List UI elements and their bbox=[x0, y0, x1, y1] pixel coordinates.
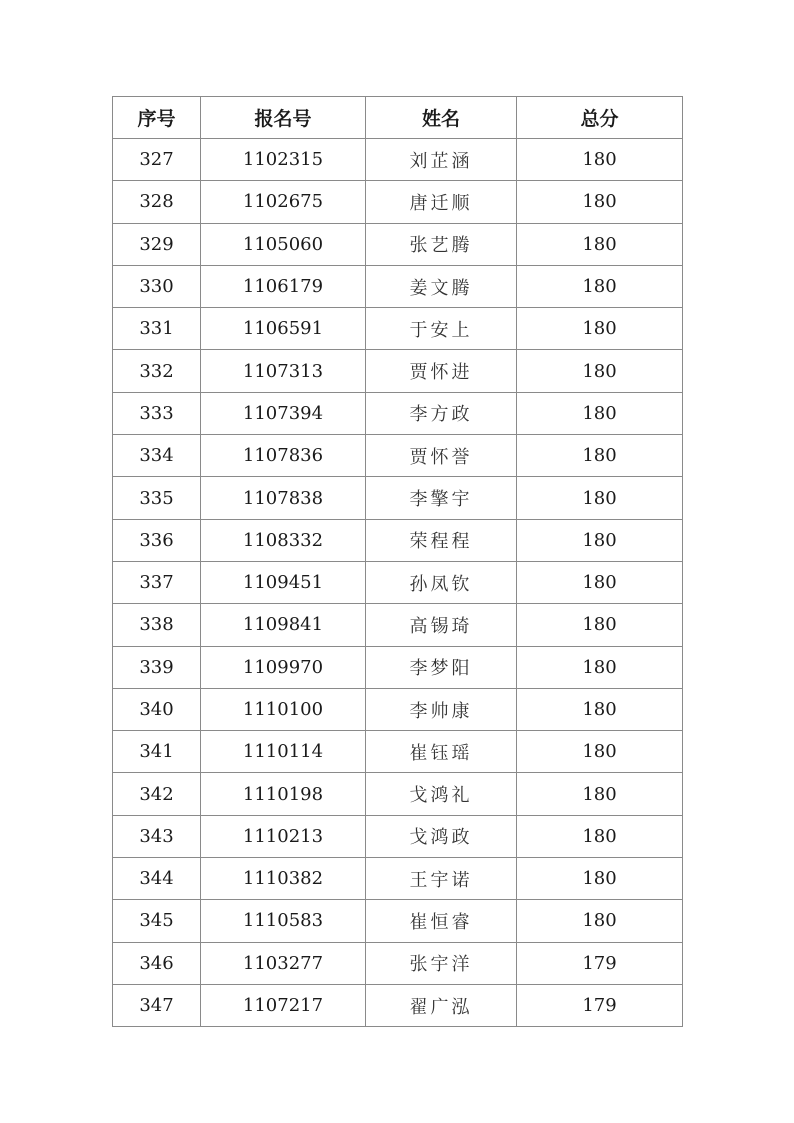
header-total-score: 总分 bbox=[517, 97, 683, 139]
name-cell: 李帅康 bbox=[366, 688, 517, 730]
total-score-cell: 180 bbox=[517, 773, 683, 815]
serial-number-cell: 345 bbox=[113, 900, 201, 942]
serial-number-cell: 340 bbox=[113, 688, 201, 730]
name-cell: 于安上 bbox=[366, 308, 517, 350]
name-cell: 李梦阳 bbox=[366, 646, 517, 688]
table-row bbox=[113, 984, 683, 1026]
serial-number-cell: 330 bbox=[113, 265, 201, 307]
total-score-cell: 180 bbox=[517, 900, 683, 942]
serial-number-cell: 333 bbox=[113, 392, 201, 434]
table-row bbox=[113, 223, 683, 265]
serial-number-cell: 339 bbox=[113, 646, 201, 688]
name-cell: 贾怀誉 bbox=[366, 435, 517, 477]
serial-number-cell: 328 bbox=[113, 181, 201, 223]
registration-number-cell: 1110198 bbox=[201, 773, 366, 815]
score-table bbox=[112, 96, 683, 1027]
name-cell: 张艺腾 bbox=[366, 223, 517, 265]
registration-number-cell: 1102675 bbox=[201, 181, 366, 223]
serial-number-cell: 343 bbox=[113, 815, 201, 857]
registration-number-cell: 1109451 bbox=[201, 561, 366, 603]
name-cell: 戈鸿政 bbox=[366, 815, 517, 857]
table-row bbox=[113, 646, 683, 688]
name-cell: 张宇洋 bbox=[366, 942, 517, 984]
table-row bbox=[113, 900, 683, 942]
table-row bbox=[113, 858, 683, 900]
table-row bbox=[113, 265, 683, 307]
total-score-cell: 180 bbox=[517, 561, 683, 603]
total-score-cell: 180 bbox=[517, 519, 683, 561]
total-score-cell: 180 bbox=[517, 815, 683, 857]
registration-number-cell: 1110100 bbox=[201, 688, 366, 730]
registration-number-cell: 1102315 bbox=[201, 139, 366, 181]
serial-number-cell: 346 bbox=[113, 942, 201, 984]
header-serial-number: 序号 bbox=[113, 97, 201, 139]
serial-number-cell: 335 bbox=[113, 477, 201, 519]
total-score-cell: 180 bbox=[517, 688, 683, 730]
name-cell: 翟广泓 bbox=[366, 984, 517, 1026]
name-cell: 王宇诺 bbox=[366, 858, 517, 900]
registration-number-cell: 1110114 bbox=[201, 731, 366, 773]
table-row bbox=[113, 561, 683, 603]
name-cell: 崔恒睿 bbox=[366, 900, 517, 942]
total-score-cell: 180 bbox=[517, 223, 683, 265]
registration-number-cell: 1107217 bbox=[201, 984, 366, 1026]
table-row bbox=[113, 435, 683, 477]
registration-number-cell: 1110382 bbox=[201, 858, 366, 900]
table-row bbox=[113, 942, 683, 984]
total-score-cell: 180 bbox=[517, 308, 683, 350]
name-cell: 贾怀进 bbox=[366, 350, 517, 392]
serial-number-cell: 334 bbox=[113, 435, 201, 477]
registration-number-cell: 1109841 bbox=[201, 604, 366, 646]
table-body bbox=[113, 139, 683, 1027]
registration-number-cell: 1110583 bbox=[201, 900, 366, 942]
registration-number-cell: 1107838 bbox=[201, 477, 366, 519]
serial-number-cell: 341 bbox=[113, 731, 201, 773]
total-score-cell: 180 bbox=[517, 392, 683, 434]
serial-number-cell: 338 bbox=[113, 604, 201, 646]
serial-number-cell: 332 bbox=[113, 350, 201, 392]
total-score-cell: 180 bbox=[517, 731, 683, 773]
serial-number-cell: 336 bbox=[113, 519, 201, 561]
name-cell: 姜文腾 bbox=[366, 265, 517, 307]
table-row bbox=[113, 392, 683, 434]
total-score-cell: 179 bbox=[517, 942, 683, 984]
registration-number-cell: 1106591 bbox=[201, 308, 366, 350]
table-row bbox=[113, 308, 683, 350]
name-cell: 刘芷涵 bbox=[366, 139, 517, 181]
header-registration-number: 报名号 bbox=[201, 97, 366, 139]
total-score-cell: 180 bbox=[517, 139, 683, 181]
registration-number-cell: 1106179 bbox=[201, 265, 366, 307]
serial-number-cell: 342 bbox=[113, 773, 201, 815]
header-row bbox=[113, 97, 683, 139]
table-row bbox=[113, 477, 683, 519]
table-row bbox=[113, 519, 683, 561]
total-score-cell: 180 bbox=[517, 604, 683, 646]
name-cell: 崔钰瑶 bbox=[366, 731, 517, 773]
name-cell: 戈鸿礼 bbox=[366, 773, 517, 815]
table-row bbox=[113, 773, 683, 815]
table-row bbox=[113, 181, 683, 223]
header-name: 姓名 bbox=[366, 97, 517, 139]
total-score-cell: 180 bbox=[517, 858, 683, 900]
total-score-cell: 180 bbox=[517, 435, 683, 477]
name-cell: 李擎宇 bbox=[366, 477, 517, 519]
name-cell: 高锡琦 bbox=[366, 604, 517, 646]
registration-number-cell: 1107836 bbox=[201, 435, 366, 477]
table-row bbox=[113, 139, 683, 181]
table-row bbox=[113, 604, 683, 646]
table-row bbox=[113, 688, 683, 730]
name-cell: 唐迁顺 bbox=[366, 181, 517, 223]
registration-number-cell: 1110213 bbox=[201, 815, 366, 857]
registration-number-cell: 1108332 bbox=[201, 519, 366, 561]
serial-number-cell: 347 bbox=[113, 984, 201, 1026]
table-row bbox=[113, 350, 683, 392]
registration-number-cell: 1103277 bbox=[201, 942, 366, 984]
serial-number-cell: 331 bbox=[113, 308, 201, 350]
serial-number-cell: 344 bbox=[113, 858, 201, 900]
total-score-cell: 180 bbox=[517, 646, 683, 688]
table-row bbox=[113, 731, 683, 773]
serial-number-cell: 327 bbox=[113, 139, 201, 181]
registration-number-cell: 1105060 bbox=[201, 223, 366, 265]
total-score-cell: 180 bbox=[517, 350, 683, 392]
registration-number-cell: 1107394 bbox=[201, 392, 366, 434]
total-score-cell: 180 bbox=[517, 265, 683, 307]
total-score-cell: 180 bbox=[517, 181, 683, 223]
serial-number-cell: 329 bbox=[113, 223, 201, 265]
registration-number-cell: 1107313 bbox=[201, 350, 366, 392]
table-row bbox=[113, 815, 683, 857]
total-score-cell: 179 bbox=[517, 984, 683, 1026]
total-score-cell: 180 bbox=[517, 477, 683, 519]
name-cell: 李方政 bbox=[366, 392, 517, 434]
name-cell: 荣程程 bbox=[366, 519, 517, 561]
name-cell: 孙凤钦 bbox=[366, 561, 517, 603]
serial-number-cell: 337 bbox=[113, 561, 201, 603]
registration-number-cell: 1109970 bbox=[201, 646, 366, 688]
